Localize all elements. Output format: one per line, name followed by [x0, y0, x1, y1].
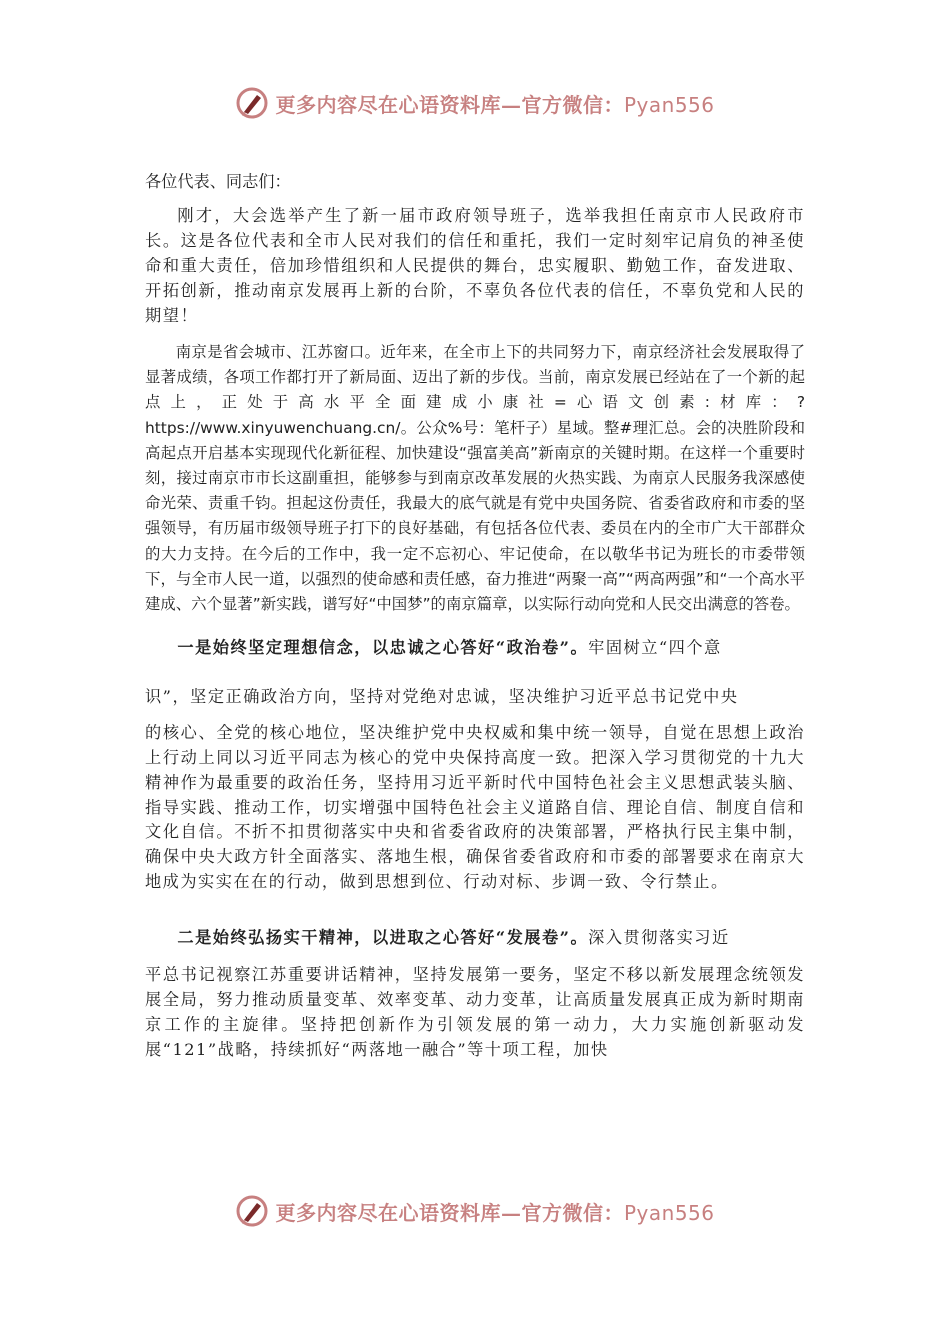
section-development-lead: 深入贯彻落实习近 — [588, 927, 730, 947]
footer-watermark-banner — [0, 1191, 950, 1231]
section-political-line2: 识”，坚定正确政治方向，坚持对党绝对忠诚，坚决维护习近平总书记党中央 — [145, 687, 739, 707]
section-political — [145, 635, 805, 895]
paragraph-nanjing: 南京是省会城市、江苏窗口。近年来，在全市上下的共同努力下，南京经济社会发展取得了显著成绩，各项工作都打开了新局面、迈出了新的步伐。当前，南京发展已经站在了一个新的起点上，正处于高水平全面建成小康社=心语文创素:材库：?https://www.xinyuwenchuang.cn/。公众%号：笔杆子）星域。整#理汇总。会的决胜阶段和高起点开启基本实现现代化新征程、加快建设“强富美高”新南京的关键时期。在这样一个重要时刻，接过南京市市长这副重担，能够参与到南京改革发展的火热实践、为南京人民服务我深感使命光荣、责重千钧。担起这份责任，我最大的底气就是有党中央国务院、省委省政府和市委的坚强领导，有历届市级领导班子打下的良好基础，有包括各位代表、委员在内的全市广大干部群众的大力支持。在今后的工作中，我一定不忘初心、牢记使命，在以敬华书记为班长的市委带领下，与全市人民一道，以强烈的使命感和责任感，奋力推进“两聚一高”“两高两强”和“一个高水平建成、六个显著”新实践，谱写好“中国梦”的南京篇章，以实际行动向党和人民交出满意的答卷。 — [145, 343, 805, 614]
banner-text: 更多内容尽在心语资料库—官方微信：Pyan556 — [275, 1200, 715, 1225]
section-development — [145, 925, 805, 1062]
banner-text: 更多内容尽在心语资料库—官方微信：Pyan556 — [275, 92, 715, 117]
section-development-title: 二是始终弘扬实干精神，以进取之心答好“发展卷”。 — [177, 927, 589, 947]
document-body — [145, 168, 805, 1062]
section-development-body: 平总书记视察江苏重要讲话精神，坚持发展第一要务，坚定不移以新发展理念统领发展全局，努力推动质量变革、效率变革、动力变革，让高质量发展真正成为新时期南京工作的主旋律。坚持把创新作为引领发展的第一动力，大力实施创新驱动发展“121”战略，持续抓好“两落地一融合”等十项工程，加快 — [145, 964, 805, 1059]
banner-wechat-id: Pyan556 — [623, 92, 715, 117]
pen-logo-icon — [235, 86, 269, 120]
pen-logo-icon — [235, 1194, 269, 1228]
salutation: 各位代表、同志们： — [145, 172, 291, 191]
section-political-lead: 牢固树立“四个意 — [588, 638, 722, 658]
section-political-body: 的核心、全党的核心地位，坚决维护党中央权威和集中统一领导，自觉在思想上政治上行动上同以习近平同志为核心的党中央保持高度一致。把深入学习贯彻党的十九大精神作为最重要的政治任务，坚持用习近平新时代中国特色社会主义思想武装头脑、指导实践、推动工作，切实增强中国特色社会主义道路自信、理论自信、制度自信和文化自信。不折不扣贯彻落实中央和省委省政府的决策部署，严格执行民主集中制，确保中央大政方针全面落实、落地生根，确保省委省政府和市委的部署要求在南京大地成为实实在在的行动，做到思想到位、行动对标、步调一致、令行禁止。 — [145, 723, 805, 892]
paragraph-intro: 刚才，大会选举产生了新一届市政府领导班子，选举我担任南京市人民政府市长。这是各位代表和全市人民对我们的信任和重托，我们一定时刻牢记肩负的神圣使命和重大责任，倍加珍惜组织和人民提供的舞台，忠实履职、勤勉工作，奋发进取、开拓创新，推动南京发展再上新的台阶，不辜负各位代表的信任，不辜负党和人民的期望！ — [145, 206, 805, 325]
banner-wechat-id: Pyan556 — [623, 1200, 715, 1225]
section-political-title: 一是始终坚定理想信念，以忠诚之心答好“政治卷”。 — [177, 638, 589, 658]
header-watermark-banner — [0, 83, 950, 123]
